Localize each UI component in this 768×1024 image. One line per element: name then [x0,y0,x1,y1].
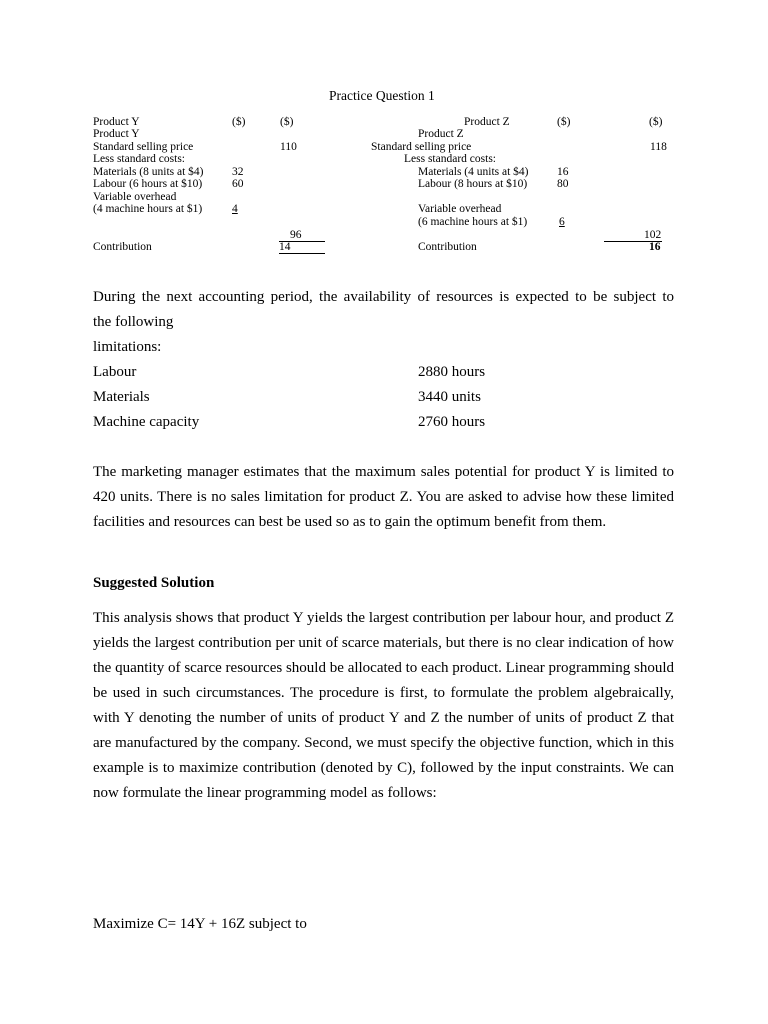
limitation-resource: Machine capacity [93,414,200,430]
product-z-col1-header: ($) [557,116,571,128]
intro-line-1: During the next accounting period, the availability of resources is expected to be subject to [93,289,674,305]
limitation-amount: 2880 hours [418,364,486,380]
product-y-contribution-value: 14 [279,241,291,253]
marketing-paragraph: The marketing manager estimates that the maximum sales potential for product Y is limited to 420 units. There is no sales limitation for product Z. You are asked to advise how these limited facilities and resources can best be used so as to gain the optimum benefit from them. [93,464,674,530]
table-row-value: 16 [557,166,569,178]
table-row-label: Materials (8 units at $4) [93,166,204,178]
table-row-value: 118 [650,141,667,153]
limitation-resource: Labour [93,364,137,380]
product-z-col2-header: ($) [649,116,663,128]
table-row-value: 6 [559,216,565,228]
product-y-col1-header: ($) [232,116,246,128]
table-row-value: 4 [232,203,238,215]
limitation-resource: Materials [93,389,150,405]
limitation-amount: 3440 units [418,389,481,405]
page-title: Practice Question 1 [329,88,435,103]
table-row-label: Less standard costs: [93,153,185,165]
table-row-label: Labour (8 hours at $10) [418,178,528,190]
solution-paragraph: This analysis shows that product Y yields the largest contribution per labour hour, and product Z yields the largest contribution per unit of scarce materials, but there is no clear indication of how the quantity of scarce resources should be allocated to each product. Linear programming should be used in such circumstances. The procedure is first, to formulate the problem algebraically, with Y denoting the number of units of product Y and Z the number of units of product Z that are manufactured by the company. Second, we must specify the objective function, which in this example is to maximize contribution (denoted by C), followed by the input constraints. We can now formulate the linear programming model as follows: [93,610,674,801]
table-row-label: (6 machine hours at $1) [418,216,528,228]
limitation-amount: 2760 hours [418,414,486,430]
table-row-label: Variable overhead [418,203,502,215]
product-z-contribution-label: Contribution [418,241,477,253]
table-row-label: Less standard costs: [404,153,496,165]
table-row-value: 60 [232,178,244,190]
table-row-value: 110 [280,141,297,153]
table-row-label: Product Z [418,128,464,140]
product-y-col2-header: ($) [280,116,294,128]
product-y-contribution-label: Contribution [93,241,152,253]
table-row-label: Standard selling price [371,141,472,153]
table-row-value: 80 [557,178,569,190]
table-row-label: Product Y [93,128,140,140]
product-y-contribution-rule [279,253,325,254]
table-row-label: Standard selling price [93,141,194,153]
table-row-label: (4 machine hours at $1) [93,203,203,215]
table-row-label: Labour (6 hours at $10) [93,178,203,190]
objective-function: Maximize C= 14Y + 16Z subject to [93,916,307,932]
intro-line-2: the following [93,314,174,330]
table-row-value: 32 [232,166,244,178]
intro-line-3: limitations: [93,339,162,355]
table-row-label: Materials (4 units at $4) [418,166,529,178]
product-y-total-cost: 96 [290,229,302,241]
table-row-label: Variable overhead [93,191,177,203]
product-z-contribution-value: 16 [649,241,661,253]
product-z-header: Product Z [464,116,510,128]
product-z-total-cost: 102 [644,229,662,241]
solution-heading: Suggested Solution [93,575,215,591]
product-y-header: Product Y [93,116,140,128]
